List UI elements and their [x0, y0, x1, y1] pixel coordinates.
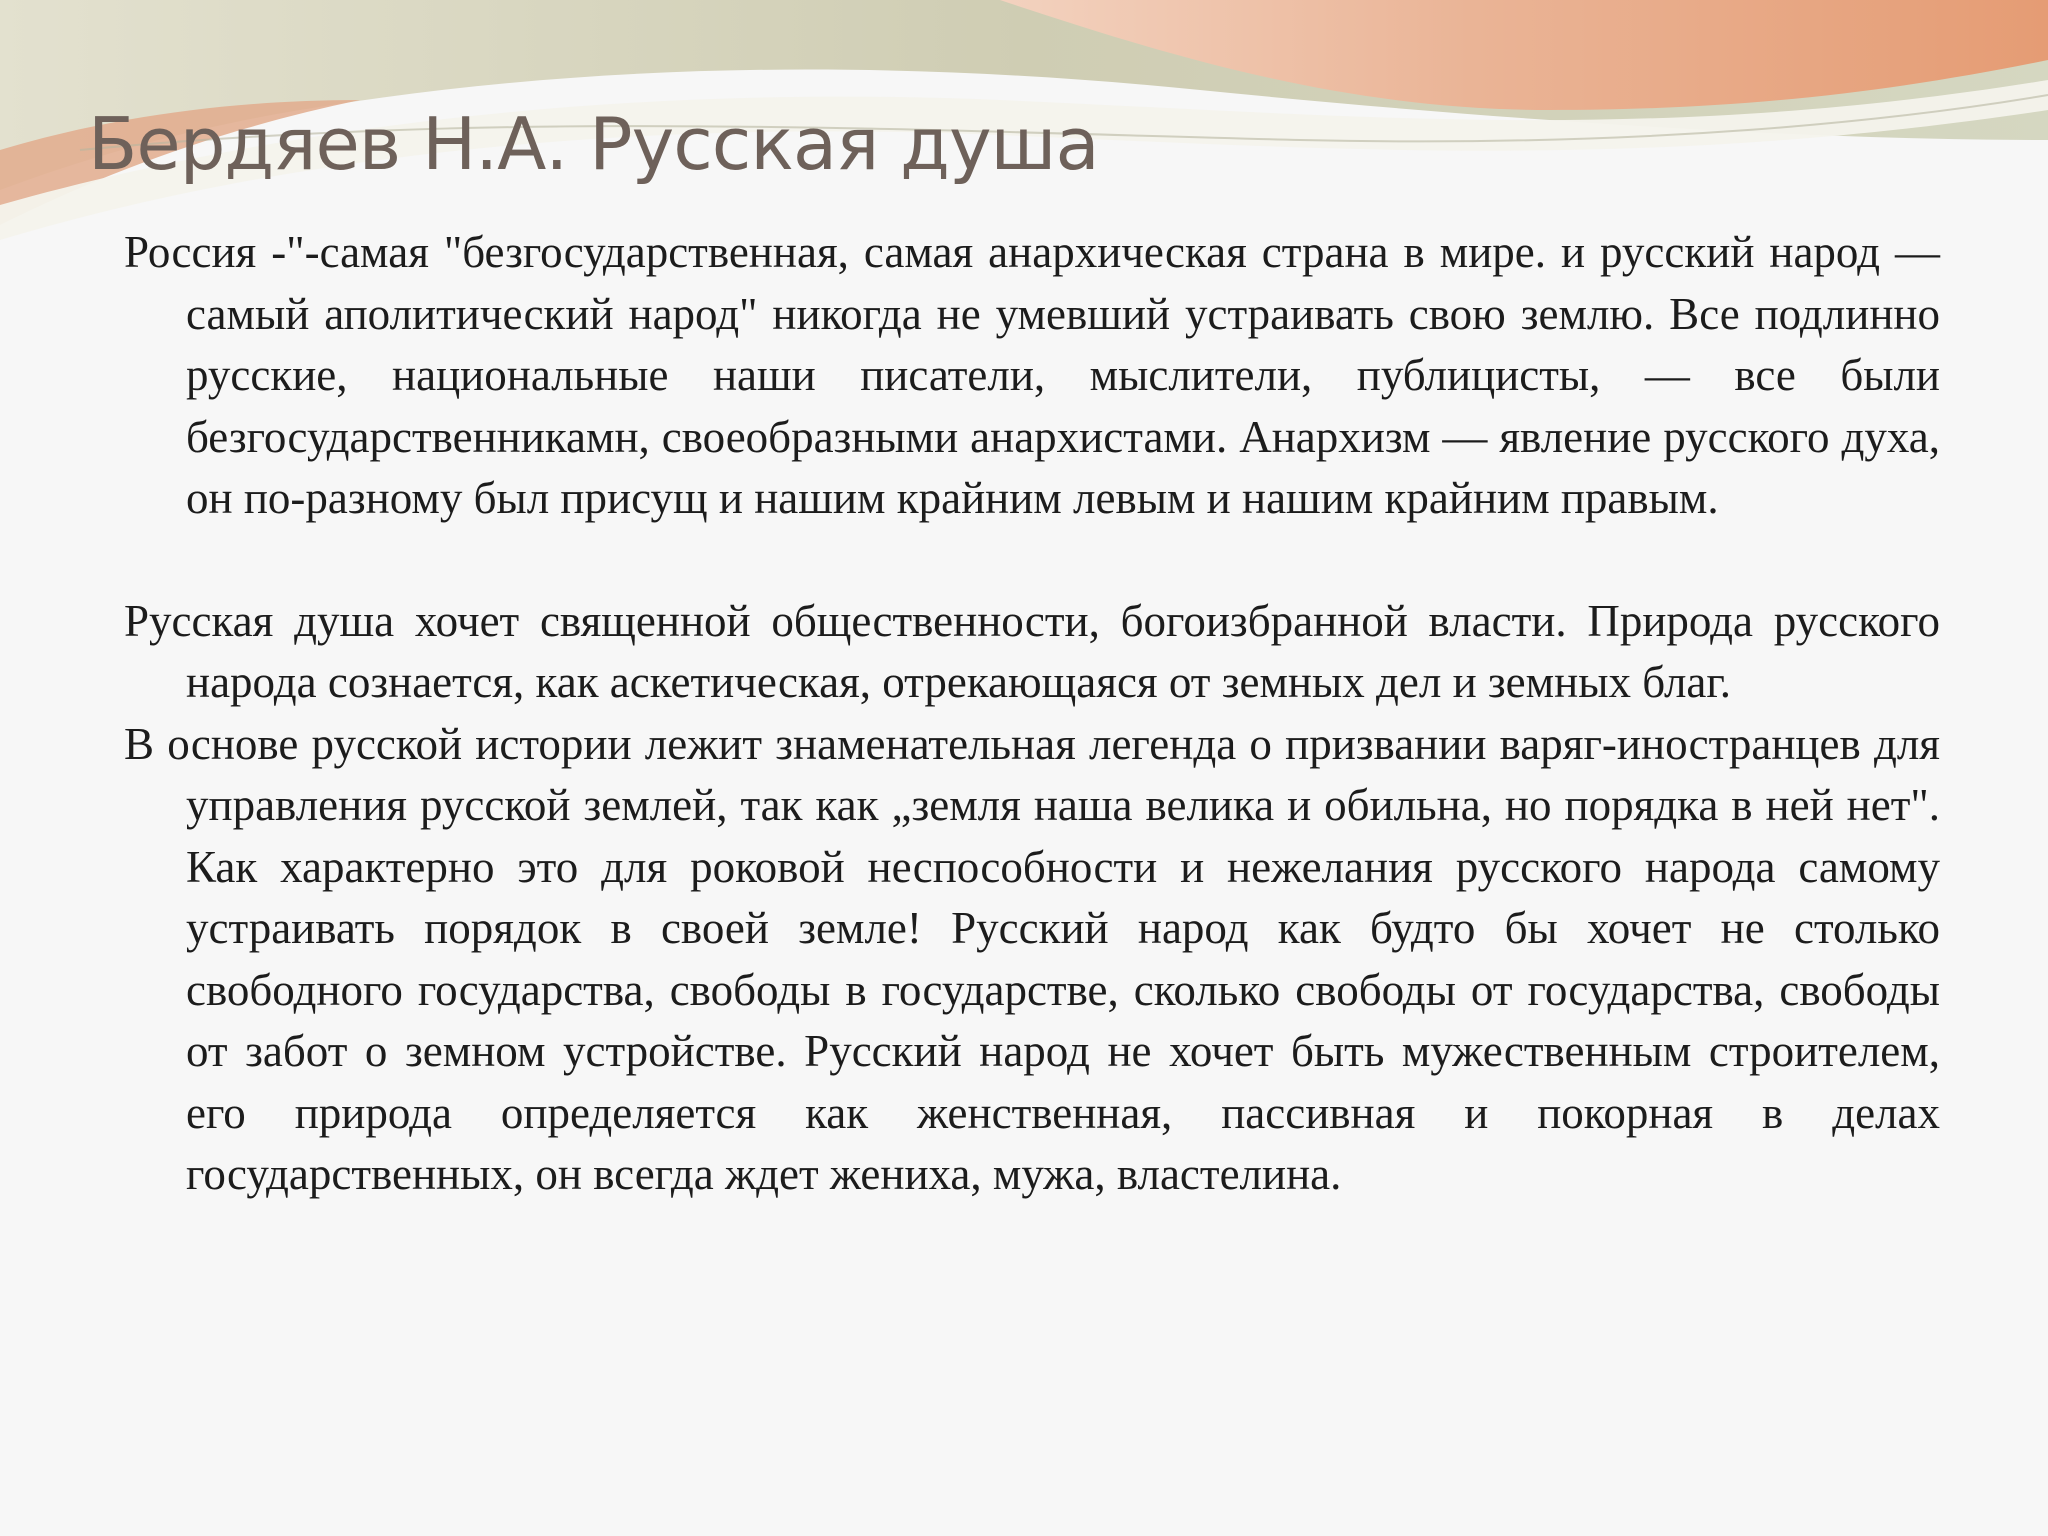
- paragraph-russian-soul: Русская душа хочет священной общественности, богоизбранной власти. Природа русского народа сознается, как аскетическая, отрекающаяся от земных дел и земных благ.: [124, 595, 1940, 707]
- slide-title: Бердяев Н.А. Русская душа: [88, 102, 1099, 186]
- paragraph-varangian-legend: В основе русской истории лежит знаменательная легенда о призвании варяг-иностранцев для управления русской землей, так как „земля наша велика и обильна, но порядка в ней нет". Как характерно это для роковой неспособности и нежелания русского народа самому устраивать порядок в своей земле! Русский народ как будто бы хочет не столько свободного государства, свободы в государстве, сколько свободы от государства, свободы от забот о земном устройстве. Русский народ не хочет быть мужественным строителем, его природа определяется как женственная, пассивная и покорная в делах государственных, он всегда ждет жениха, мужа, властелина.: [124, 718, 1940, 1199]
- paragraph-russia-anarchy: Россия -"-самая "безгосударственная, самая анархическая страна в мире. и русский народ — самый аполитический народ" никогда не умевший устраивать свою землю. Все подлинно русские, национальные наши писатели, мыслители, публицисты, — все были безгосударственникамн, своеобразными анархистами. Анархизм — явление русского духа, он по-разному был присущ и нашим крайним левым и нашим крайним правым.: [124, 227, 1940, 523]
- slide-body: [124, 222, 1940, 1206]
